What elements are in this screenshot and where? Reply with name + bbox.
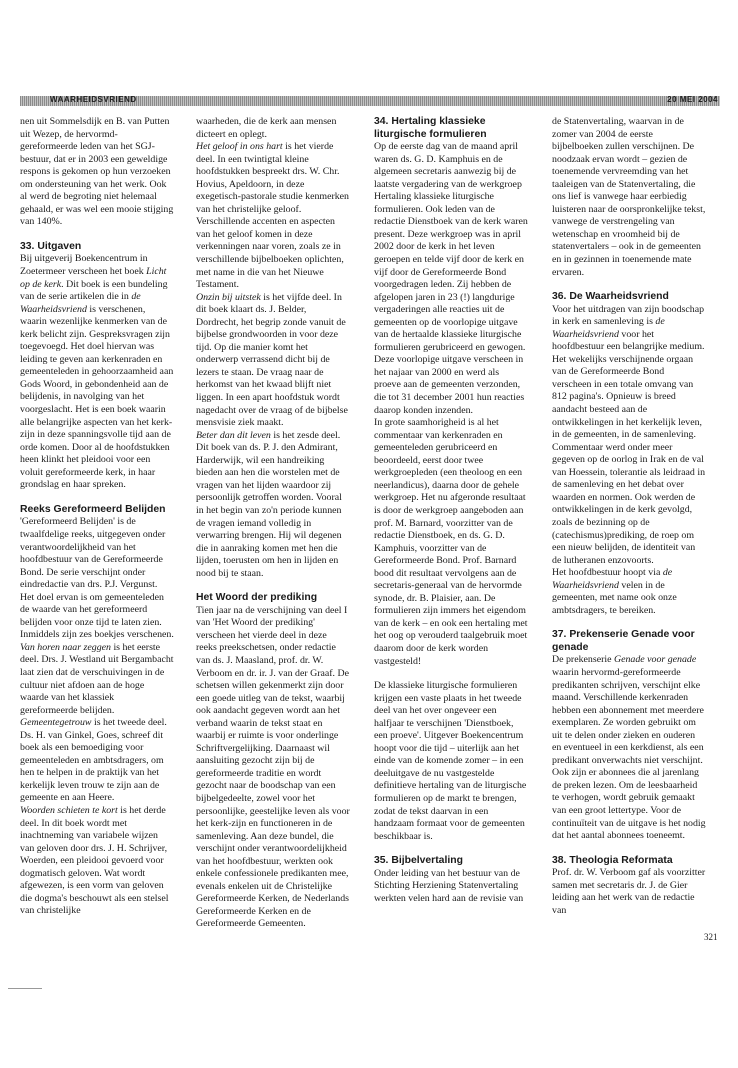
section-heading-38: 38. Theologia Reformata <box>552 854 673 866</box>
paragraph: De klassieke liturgische formulieren krijgen een vaste plaats in het tweede deel van het over ongeveer een halfjaar te verschijnen 'Dienstboek, een proeve'. Uitgever Boekencentrum hoopt voor die tijd – uiterlijk aan het einde van de komende zomer – in een deeluitgave de nu vastgestelde definitieve hertaling van de liturgische formulieren op de markt te brengen, zodat de tekst daarvan in een handzaam formaat voor de gemeenten beschikbaar is. <box>374 680 527 842</box>
paragraph: de Statenvertaling, waarvan in de zomer van 2004 de eerste bijbelboeken zullen verschijnen. De noodzaak ervan wordt – gezien de toenemende vervreemding van het taaleigen van de Statenvertaling, die ons lief is vanwege haar eerbiedig luisteren naar de oorspronkelijke tekst, vanwege de verstrengeling van wetenschap en vroomheid bij de statenvertalers – ook in de gemeenten en in gezinnen in toenemende mate ervaren. <box>552 116 706 278</box>
section-heading-33: 33. Uitgaven <box>20 240 82 252</box>
paragraph: Woorden schieten te kort is het derde deel. In dit boek wordt met inachtneming van variabele wijzen van geloven door drs. J. H. Schrijver, Woerden, een pleidooi gevoerd voor dogmatisch geloven. Wat wordt afgewezen, is een vorm van geloven die dogma's beschouwt als een stelsel van christelijke <box>20 804 169 917</box>
issue-date: 20 MEI 2004 <box>667 95 718 104</box>
paragraph: In grote saamhorigheid is al het commentaar van kerkenraden en gemeenteleden gerubriceerd en beoordeeld, eerst door twee werkgroepleden (een theoloog en een neerlandicus), daarna door de gehele werkgroep. Het nu afgeronde resultaat is door de werkgroep aangeboden aan prof. M. Barnard, voorzitter van de redactie Dienstboek, en ds. G. D. Kamphuis, voorzitter van de Gereformeerde Bond. Prof. Barnard bood dit resultaat vervolgens aan de secretaris-generaal van de hervormde synode, dr. B. Plaisier, aan. De formulieren zijn immers het eigendom van de kerk – en ook een hertaling met het oog op verouderd taalgebruik moet daarom door de kerk worden vastgesteld! <box>374 417 528 667</box>
column-1 <box>20 116 174 918</box>
paragraph: Het hoofdbestuur hoopt via de Waarheidsvriend velen in de gemeenten, met name ook onze ambtsdragers, te bereiken. <box>552 567 677 616</box>
page-number: 321 <box>704 932 718 942</box>
paragraph: 'Gereformeerd Belijden' is de twaalfdelige reeks, uitgegeven onder verantwoordelijkheid van het hoofdbestuur van de Gereformeerde Bond. De serie verschijnt onder eindredactie van drs. P.J. Vergunst. Het doel ervan is om gemeenteleden de waarde van het gereformeerd belijden voor onze tijd te laten zien. Inmiddels zijn zes boekjes verschenen. <box>20 516 174 641</box>
column-3 <box>374 116 528 905</box>
paragraph: waarheden, die de kerk aan mensen dicteert en oplegt. <box>196 116 337 140</box>
paragraph: Prof. dr. W. Verboom gaf als voorzitter samen met secretaris dr. J. de Gier leiding aan het werk van de redactie van <box>552 867 706 916</box>
publication-name: WAARHEIDSVRIEND <box>50 95 137 104</box>
paragraph: Voor het uitdragen van zijn boodschap in kerk en samenleving is de Waarheidsvriend voor het hoofdbestuur een belangrijke medium. Het wekelijks verschijnende orgaan van de Gereformeerde Bond verscheen in een totale omvang van 812 pagina's. Opnieuw is breed aandacht besteed aan de ontwikkelingen in het kerkelijk leven, in de gemeenten, in de samenleving. Commentaar werd onder meer gegeven op de oorlog in Irak en de val van Hoessein, tolerantie als leidraad in de samenleving en het debat over waarden en normen. Ook werden de ontwikkelingen in de kerk gevolgd, zoals de bezinning op de (catechismus)prediking, de roep om een nieuw belijden, de identiteit van de lutheranen enzovoorts. <box>552 303 706 566</box>
paragraph: Van horen naar zeggen is het eerste deel. Drs. J. Westland uit Bergambacht laat zien dat de verschuivingen in de cultuur niet afdoen aan de hoge waarde van het klassiek gereformeerde belijden. <box>20 641 174 716</box>
paragraph: Bij uitgeverij Boekencentrum in Zoetermeer verscheen het boek Licht op de kerk. Dit boek is een bundeling van de serie artikelen die in de Waarheidsvriend is verschenen, waarin wezenlijke kenmerken van de kerk belicht zijn. Gespreksvragen zijn toegevoegd. Het doel hiervan was leiding te geven aan kerkenraden en gemeenteleden in gehoorzaamheid aan Gods Woord, in gebondenheid aan de belijdenis, in navolging van het voorgeslacht. Het is een boek waarin alle belangrijke aspecten van het kerk-zijn in deze spanningsvolle tijd aan de orde komen. Door al de hoofdstukken heen klinkt het pleidooi voor een voluit gereformeerde kerk, in haar grondslag en haar spreken. <box>20 253 174 491</box>
masthead-bar <box>20 96 720 106</box>
section-heading-35: 35. Bijbelvertaling <box>374 855 463 867</box>
section-heading-37: 37. Prekenserie Genade voor genade <box>552 629 695 653</box>
paragraph: nen uit Sommelsdijk en B. van Putten uit Wezep, de hervormd-gereformeerde leden van het SGJ-bestuur, dat er in 2003 een geweldige respons is gekomen op hun verzoeken om ondersteuning van het werk. Ook al werd de begroting niet helemaal gehaald, er was wel een mooie stijging van 140%. <box>20 116 174 228</box>
paragraph: Gemeentegetrouw is het tweede deel. Ds. H. van Ginkel, Goes, schreef dit boek als een bemoediging voor gemeenteleden en ambtsdragers, om hen te helpen in de praktijk van het kerkelijk leven trouw te zijn aan de gemeente en aan Heere. <box>20 717 167 804</box>
paragraph: Onzin bij uitstek is het vijfde deel. In dit boek klaart ds. J. Belder, Dordrecht, het begrip zonde vanuit de bijbelse grondwoorden in voor deze tijd. Op die manier komt het onderwerp verrassend dicht bij de lezers te staan. De vraag naar de herkomst van het kwaad blijft niet liggen. In een apart hoofdstuk wordt nagedacht over de vraag of de bijbelse mensvisie ziek maakt. <box>196 291 348 429</box>
paragraph: Het geloof in ons hart is het vierde deel. In een twintigtal kleine hoofdstukken bespreekt drs. W. Chr. Hovius, Apeldoorn, in deze exegetisch-pastorale studie kenmerken van het christelijke geloof. Verschillende accenten en aspecten van het geloof komen in deze verkenningen naar voren, zoals ze in verschillende bijbelboeken oplichten, met name in die van het Nieuwe Testament. <box>196 141 349 291</box>
column-4 <box>552 116 706 917</box>
paragraph: Op de eerste dag van de maand april waren ds. G. D. Kamphuis en de algemeen secretaris aanwezig bij de laatste vergadering van de werkgroep Hertaling klassieke liturgische formulieren. Ook leden van de redactie Dienstboek van de kerk waren present. Deze werkgroep was in april 2002 door de kerk in het leven geroepen en telde vijf door de kerk en vijf door de Gereformeerde Bond voorgedragen leden. Zij hebben de afgelopen jaren in 23 (!) langdurige vergaderingen alle reacties uit de gemeenten op de voorlopige uitgave van de hertaalde klassieke liturgische formulieren gerubriceerd en gewogen. Deze voorlopige uitgave verscheen in het najaar van 2000 en werd als proeve aan de gemeenten verzonden, die tot 31 december 2001 hun reacties daarop konden inzenden. <box>374 141 528 416</box>
paragraph: Tien jaar na de verschijning van deel I van 'Het Woord der prediking' verscheen het vierde deel in deze reeks preekschetsen, onder redactie van ds. J. Maasland, prof. dr. W. Verboom en dr. ir. J. van der Graaf. De schetsen willen gekenmerkt zijn door een goede uitleg van de tekst, waarbij ook aandacht gegeven wordt aan het verband waarin de tekst staat en waarbij er ruimte is voor onderlinge Schriftvergelijking. Daarnaast wil aansluiting gezocht zijn bij de gereformeerde traditie en wordt gezocht naar de boodschap van een bijbelgedeelte, zowel voor het persoonlijke, geestelijke leven als voor het kerk-zijn en functioneren in de samenleving. Aan deze bundel, die verschijnt onder verantwoordelijkheid van het hoofdbestuur, werkten ook enkele confessionele predikanten mee, evenals enkelen uit de Christelijke Gereformeerde Kerken, de Nederlands Gereformeerde Kerken en de Gereformeerde Gemeenten. <box>196 604 350 930</box>
paragraph: De prekenserie Genade voor genade waarin hervormd-gereformeerde predikanten schrijven, verschijnt elke maand. Verschillende kerkenraden hebben een abonnement met meerdere exemplaren. Ze worden gebruikt om uit te delen onder zieken en ouderen en eventueel in een kerkdienst, als een predikant onverwachts niet verschijnt. Ook zijn er abonnees die al jarenlang de preken lezen. Om de leesbaarheid te verhogen, wordt gebruik gemaakt van een groot lettertype. Voor de continuïteit van de uitgave is het nodig dat het aantal abonnees toeneemt. <box>552 654 706 842</box>
column-2 <box>196 116 350 931</box>
footer-rule <box>8 988 42 989</box>
section-heading-woord: Het Woord der prediking <box>196 592 318 604</box>
section-heading-34: 34. Hertaling klassieke liturgische formulieren <box>374 116 487 140</box>
section-heading-36: 36. De Waarheidsvriend <box>552 291 669 303</box>
paragraph: Onder leiding van het bestuur van de Stichting Herziening Statenvertaling werkten velen hard aan de revisie van <box>374 867 524 904</box>
paragraph: Beter dan dit leven is het zesde deel. Dit boek van ds. P. J. den Admirant, Harderwijk, wil een handreiking bieden aan hen die worstelen met de vragen van het lijden waardoor zij persoonlijk getroffen worden. Vooral in het begin van zo'n periode kunnen de vragen iemand volledig in verwarring brengen. Hij wil degenen die in aanraking komen met hen die lijden, toerusten om hen in lijden en nood bij te staan. <box>196 429 342 579</box>
section-heading-reeks: Reeks Gereformeerd Belijden <box>20 503 166 515</box>
